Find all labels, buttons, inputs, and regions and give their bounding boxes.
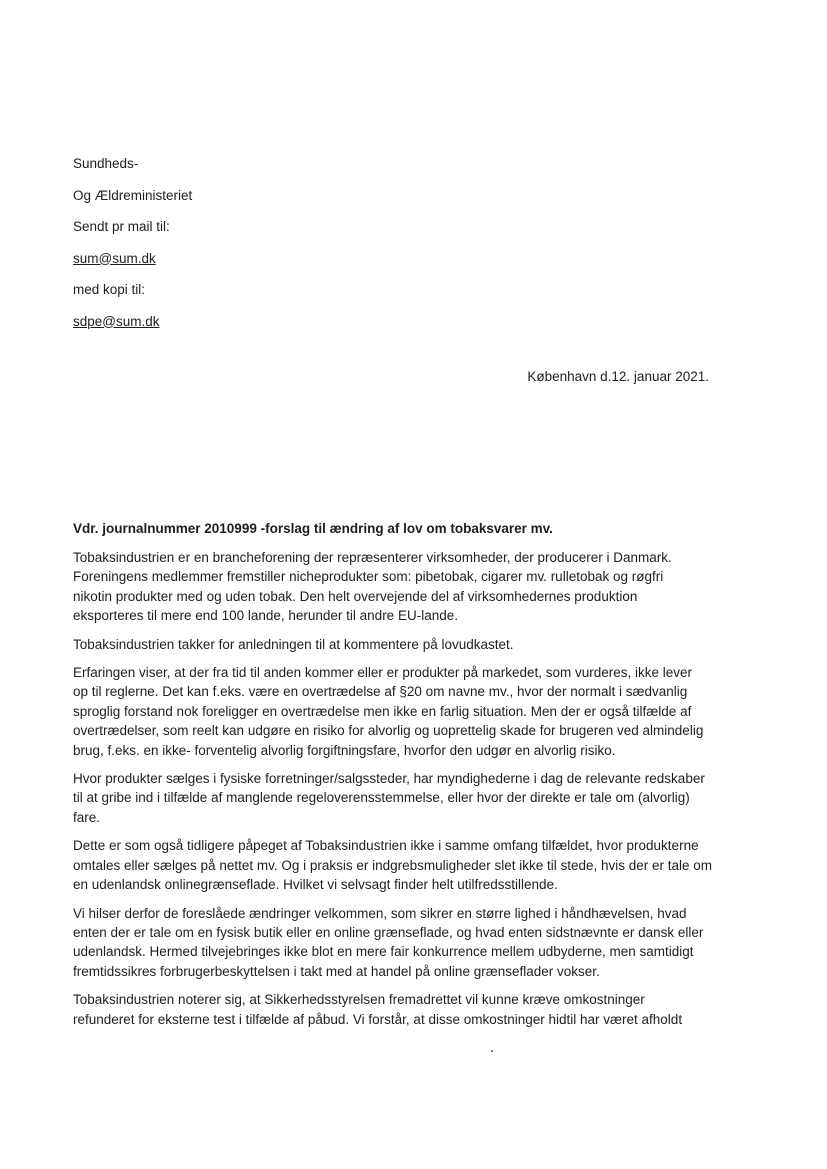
paragraph-line: fremtidssikres forbrugerbeskyttelsen i takt med at handel på online grænseflader vokser. xyxy=(73,963,600,979)
recipient-block xyxy=(73,154,473,343)
body-paragraph xyxy=(73,904,723,982)
cc-email-link[interactable]: sdpe@sum.dk xyxy=(73,313,160,329)
paragraphs-container xyxy=(73,548,723,1029)
paragraph-line: refunderet for eksterne test i tilfælde af påbud. Vi forstår, at disse omkostninger hidtil har været afholdt xyxy=(73,1011,683,1027)
paragraph-line: Foreningens medlemmer fremstiller nicheprodukter som: pibetobak, cigarer mv. rulletobak og røgfri xyxy=(73,569,664,585)
paragraph-line: eksporteres til mere end 100 lande, herunder til andre EU-lande. xyxy=(73,608,458,624)
paragraph-line: Tobaksindustrien noterer sig, at Sikkerhedsstyrelsen fremadrettet vil kunne kræve omkostninger xyxy=(73,992,645,1008)
paragraph-line: til at gribe ind i tilfælde af manglende regeloverensstemmelse, eller hvor der direkte er tale om (alvorlig) xyxy=(73,790,690,806)
letter-date: København d.12. januar 2021. xyxy=(527,369,709,384)
paragraph-line: brug, f.eks. en ikke- forventelig alvorlig forgiftningsfare, hvorfor den udgør en alvorlig risiko. xyxy=(73,742,616,758)
body-paragraph xyxy=(73,769,723,827)
paragraph-line: Hvor produkter sælges i fysiske forretninger/salgssteder, har myndighederne i dag de relevante redskaber xyxy=(73,771,705,787)
paragraph-line: en udenlandsk onlinegrænseflade. Hvilket vi selvsagt finder helt utilfredsstillende. xyxy=(73,877,558,893)
paragraph-line: udenlandsk. Hermed tilvejebringes ikke blot en mere fair konkurrence mellem udbyderne, men samtidigt xyxy=(73,944,694,960)
body-paragraph xyxy=(73,836,723,894)
paragraph-line: omtales eller sælges på nettet mv. Og i praksis er indgrebsmuligheder slet ikke til stede, hvis der er tale om xyxy=(73,857,713,873)
scan-speck xyxy=(491,1050,493,1052)
paragraph-line: fare. xyxy=(73,809,101,825)
body-paragraph xyxy=(73,635,723,654)
recipient-email-row xyxy=(73,249,473,281)
paragraph-line: op til reglerne. Det kan f.eks. være en overtrædelse af §20 om navne mv., hvor der normalt i sædvanlig xyxy=(73,684,688,700)
paragraph-line: sproglig forstand nok foreligger en overtrædelse men ikke en farlig situation. Men der er også tilfælde af xyxy=(73,703,692,719)
cc-email-row xyxy=(73,312,473,344)
body-paragraph xyxy=(73,663,723,760)
recipient-line: Og Ældreministeriet xyxy=(73,187,193,203)
recipient-line: med kopi til: xyxy=(73,282,146,297)
paragraph-line: Tobaksindustrien er en brancheforening der repræsenterer virksomheder, der producerer i Danmark. xyxy=(73,550,672,565)
letter-subject: Vdr. journalnummer 2010999 -forslag til ændring af lov om tobaksvarer mv. xyxy=(73,521,553,536)
paragraph-line: Tobaksindustrien takker for anledningen til at kommentere på lovudkastet. xyxy=(73,636,514,652)
recipient-email-link[interactable]: sum@sum.dk xyxy=(73,250,156,266)
paragraph-line: Dette er som også tidligere påpeget af Tobaksindustrien ikke i samme omfang tilfældet, hvor produkterne xyxy=(73,838,699,854)
recipient-line: Sendt pr mail til: xyxy=(73,219,170,234)
letter-body xyxy=(73,519,723,1038)
paragraph-line: Vi hilser derfor de foreslåede ændringer velkommen, som sikrer en større lighed i håndhævelsen, hvad xyxy=(73,905,687,921)
recipient-line: Sundheds- xyxy=(73,156,139,171)
paragraph-line: nikotin produkter med og uden tobak. Den helt overvejende del af virksomhedernes produktion xyxy=(73,588,638,604)
body-paragraph xyxy=(73,548,723,626)
paragraph-line: overtrædelser, som reelt kan udgøre en risiko for alvorlig og uoprettelig skade for brugeren ved almindelig xyxy=(73,723,704,739)
body-paragraph xyxy=(73,990,723,1029)
paragraph-line: Erfaringen viser, at der fra tid til anden kommer eller er produkter på markedet, som vurderes, ikke lever xyxy=(73,665,693,681)
paragraph-line: enten der er tale om en fysisk butik eller en online grænseflade, og hvad enten sidstnævnte er dansk eller xyxy=(73,924,704,940)
